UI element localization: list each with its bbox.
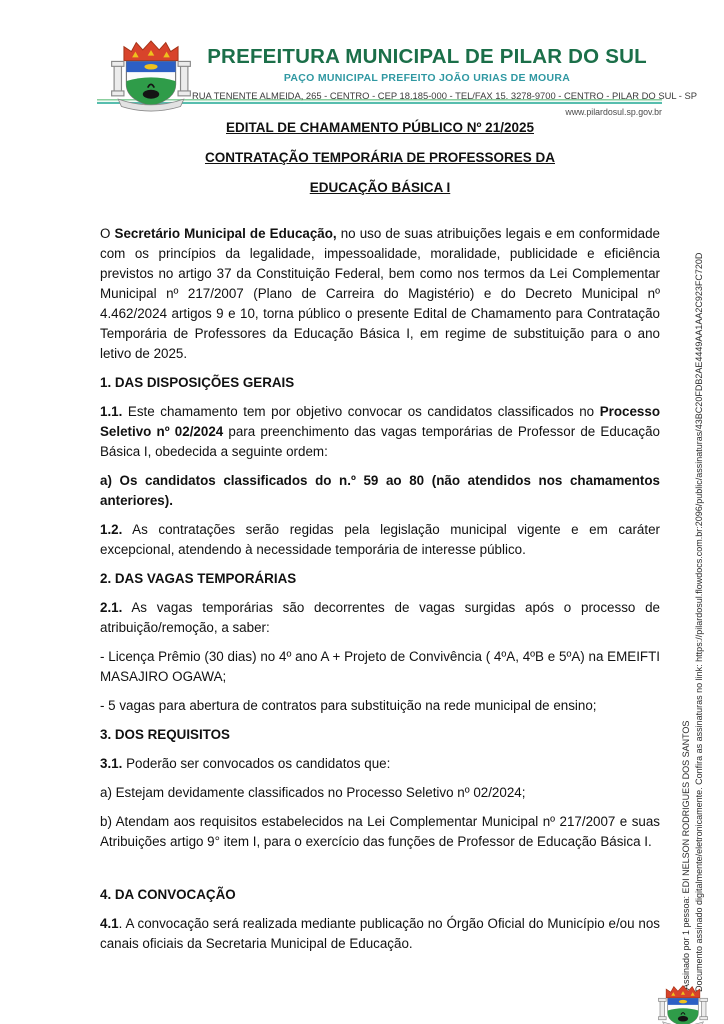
header-address: RUA TENENTE ALMEIDA, 265 - CENTRO - CEP 18.185-000 - TEL/FAX 15. 3278-9700 - CENTRO - PILAR DO SUL - SP: [192, 90, 698, 101]
paragraph: 4.1. A convocação será realizada mediante publicação no Órgão Oficial do Município e/ou nos canais oficiais da Secretaria Municipal de Educação.: [100, 916, 660, 951]
section-heading: 2. DAS VAGAS TEMPORÁRIAS: [100, 571, 297, 586]
section-heading: 4. DA CONVOCAÇÃO: [100, 887, 236, 902]
section-heading: 3. DOS REQUISITOS: [100, 727, 230, 742]
document-body: [100, 224, 660, 963]
signature-info-line: Documento assinado digitalmente/eletronicamente. Confira as assinaturas no link: https://pilardosul.flowdocs.com.br:2096/public/assinaturas/43BC20FDB2AE4449AA1AA2C923FC720D: [694, 252, 704, 992]
paragraph: 1.2. As contratações serão regidas pela legislação municipal vigente e em caráter excepcional, atendendo à necessidade temporária de interesse público.: [100, 522, 660, 557]
paragraph: a) Os candidatos classificados do n.º 59 ao 80 (não atendidos nos chamamentos anteriores).: [100, 473, 660, 508]
coat-of-arms-icon: [657, 984, 709, 1024]
header-title: PREFEITURA MUNICIPAL DE PILAR DO SUL: [207, 45, 647, 68]
edital-title-line: EDUCAÇÃO BÁSICA I: [309, 180, 451, 195]
header-website: www.pilardosul.sp.gov.br: [565, 107, 662, 117]
paragraph: b) Atendam aos requisitos estabelecidos na Lei Complementar Municipal nº 217/2007 e suas Atribuições artigo 9° item I, para o exercício das funções de Professor de Educação Básica I.: [100, 814, 660, 849]
paragraph: O Secretário Municipal de Educação, no uso de suas atribuições legais e em conformidade com os princípios da legalidade, impessoalidade, moralidade, publicidade e eficiência previstos no artigo 37 da Constituição Federal, bem como nos termos da Lei Complementar Municipal nº 217/2007 (Plano de Carreira do Magistério) e do Decreto Municipal nº 4.462/2024 artigos 9 e 10, torna público o presente Edital de Chamamento para Contratação Temporária de Professores da Educação Básica I, em regime de substituição para o ano letivo de 2025.: [100, 226, 661, 361]
paragraph: a) Estejam devidamente classificados no Processo Seletivo nº 02/2024;: [100, 785, 526, 800]
paragraph: 3.1. Poderão ser convocados os candidatos que:: [100, 756, 391, 771]
signature-info-line: Assinado por 1 pessoa: EDI NELSON RODRIGUES DOS SANTOS: [681, 720, 691, 990]
header-subtitle: PAÇO MUNICIPAL PREFEITO JOÃO URIAS DE MOURA: [283, 72, 571, 84]
coat-of-arms-icon: [110, 38, 192, 116]
municipal-header: [192, 45, 698, 101]
paragraph: 1.1. Este chamamento tem por objetivo convocar os candidatos classificados no Processo Seletivo nº 02/2024 para preenchimento das vagas temporárias de Professor de Educação Básica I, obedecida a seguinte ordem:: [100, 404, 660, 459]
section-heading: 1. DAS DISPOSIÇÕES GERAIS: [100, 375, 295, 390]
edital-title: [100, 118, 660, 208]
paragraph: 2.1. As vagas temporárias são decorrentes de vagas surgidas após o processo de atribuição/remoção, a saber:: [100, 600, 660, 635]
blank-space: [100, 861, 660, 885]
paragraph: - 5 vagas para abertura de contratos para substituição na rede municipal de ensino;: [100, 698, 597, 713]
edital-title-line: EDITAL DE CHAMAMENTO PÚBLICO Nº 21/2025: [226, 120, 534, 135]
edital-title-line: CONTRATAÇÃO TEMPORÁRIA DE PROFESSORES DA: [204, 150, 555, 165]
paragraph: - Licença Prêmio (30 dias) no 4º ano A + Projeto de Convivência ( 4ºA, 4ºB e 5ºA) na EMEIFTI MASAJIRO OGAWA;: [100, 649, 660, 684]
